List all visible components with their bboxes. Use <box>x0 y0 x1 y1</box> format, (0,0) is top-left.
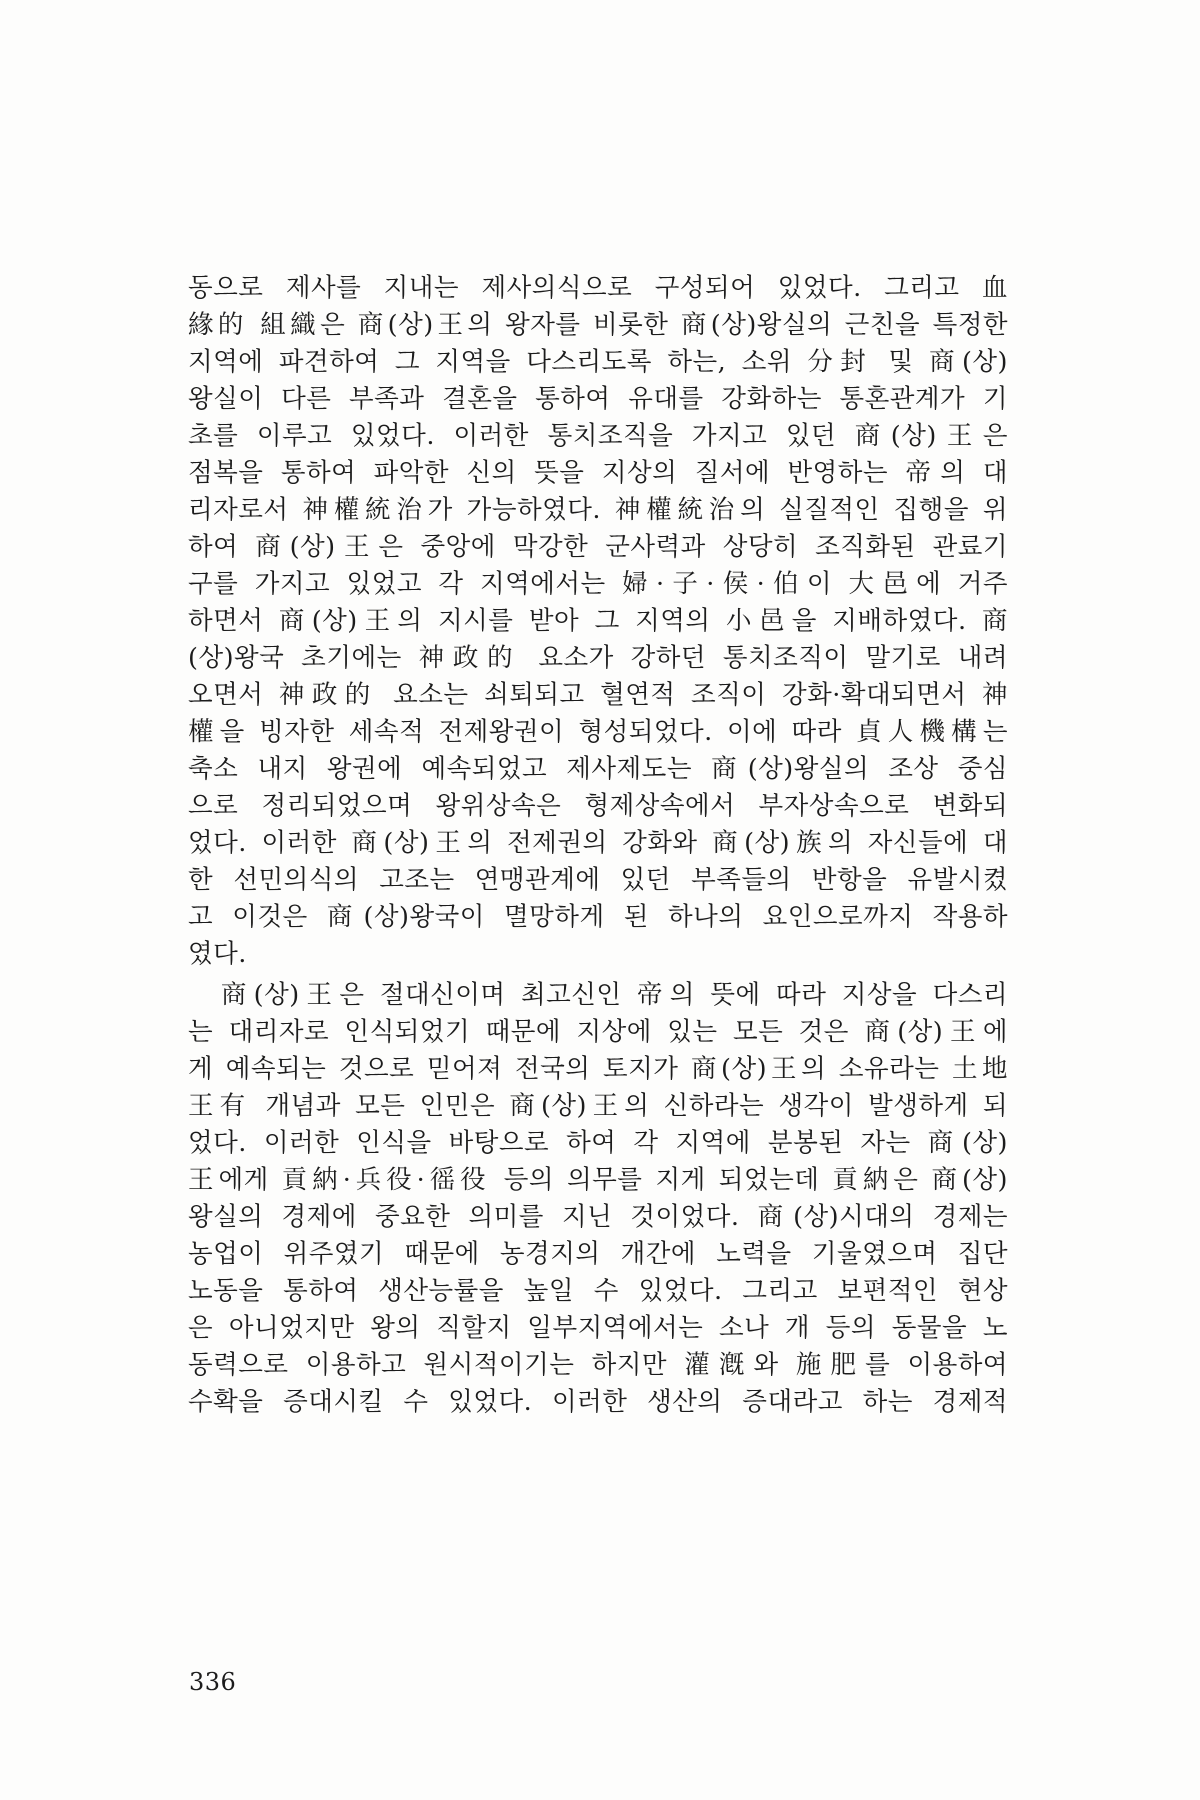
page-number: 336 <box>189 1668 237 1696</box>
text-line: 오면서 神政的 요소는 쇠퇴되고 혈연적 조직이 강화·확대되면서 神 <box>188 680 1008 710</box>
text-line: 權을 빙자한 세속적 전제왕권이 형성되었다. 이에 따라 貞人機構는 <box>188 717 1008 747</box>
text-line: 緣的 組織은 商(상)王의 왕자를 비롯한 商(상)왕실의 근친을 특정한 <box>188 310 1008 340</box>
text-line: 축소 내지 왕권에 예속되었고 제사제도는 商(상)왕실의 조상 중심 <box>188 754 1008 784</box>
text-line: 商(상)王은 절대신이며 최고신인 帝의 뜻에 따라 지상을 다스리 <box>188 980 1008 1010</box>
text-line: 으로 정리되었으며 왕위상속은 형제상속에서 부자상속으로 변화되 <box>188 791 1008 821</box>
text-line: 구를 가지고 있었고 각 지역에서는 婦·子·侯·伯이 大邑에 거주 <box>188 569 1008 599</box>
text-line: 동으로 제사를 지내는 제사의식으로 구성되어 있었다. 그리고 血 <box>188 273 1008 303</box>
text-line: 王有 개념과 모든 인민은 商(상)王의 신하라는 생각이 발생하게 되 <box>188 1091 1008 1121</box>
text-line: 었다. 이러한 인식을 바탕으로 하여 각 지역에 분봉된 자는 商(상) <box>188 1128 1008 1158</box>
text-line: 한 선민의식의 고조는 연맹관계에 있던 부족들의 반항을 유발시켰 <box>188 865 1008 895</box>
text-line: 은 아니었지만 왕의 직할지 일부지역에서는 소나 개 등의 동물을 노 <box>188 1313 1008 1343</box>
text-line: 게 예속되는 것으로 믿어져 전국의 토지가 商(상)王의 소유라는 土地 <box>188 1054 1008 1084</box>
text-line: 왕실의 경제에 중요한 의미를 지닌 것이었다. 商(상)시대의 경제는 <box>188 1202 1008 1232</box>
paragraph-1 <box>188 270 1008 973</box>
text-line: 점복을 통하여 파악한 신의 뜻을 지상의 질서에 반영하는 帝의 대 <box>188 458 1008 488</box>
text-line: 리자로서 神權統治가 가능하였다. 神權統治의 실질적인 집행을 위 <box>188 495 1008 525</box>
text-line: 초를 이루고 있었다. 이러한 통치조직을 가지고 있던 商(상)王은 <box>188 421 1008 451</box>
text-line: 지역에 파견하여 그 지역을 다스리도록 하는, 소위 分封 및 商(상) <box>188 347 1008 377</box>
text-line: 노동을 통하여 생산능률을 높일 수 있었다. 그리고 보편적인 현상 <box>188 1276 1008 1306</box>
text-line: 농업이 위주였기 때문에 농경지의 개간에 노력을 기울였으며 집단 <box>188 1239 1008 1269</box>
text-line: 동력으로 이용하고 원시적이기는 하지만 灌漑와 施肥를 이용하여 <box>188 1350 1008 1380</box>
text-line: 하여 商(상)王은 중앙에 막강한 군사력과 상당히 조직화된 관료기 <box>188 532 1008 562</box>
text-line: 는 대리자로 인식되었기 때문에 지상에 있는 모든 것은 商(상)王에 <box>188 1017 1008 1047</box>
paragraph-2 <box>188 977 1008 1421</box>
text-line: 왕실이 다른 부족과 결혼을 통하여 유대를 강화하는 통혼관계가 기 <box>188 384 1008 414</box>
text-line: (상)왕국 초기에는 神政的 요소가 강하던 통치조직이 말기로 내려 <box>188 643 1008 673</box>
text-line: 었다. 이러한 商(상)王의 전제권의 강화와 商(상)族의 자신들에 대 <box>188 828 1008 858</box>
text-line: 였다. <box>188 939 247 969</box>
text-line: 하면서 商(상)王의 지시를 받아 그 지역의 小邑을 지배하였다. 商 <box>188 606 1008 636</box>
text-line: 수확을 증대시킬 수 있었다. 이러한 생산의 증대라고 하는 경제적 <box>188 1387 1008 1417</box>
text-line: 王에게 貢納·兵役·徭役 등의 의무를 지게 되었는데 貢納은 商(상) <box>188 1165 1008 1195</box>
body-text <box>188 270 1008 1421</box>
text-line: 고 이것은 商(상)왕국이 멸망하게 된 하나의 요인으로까지 작용하 <box>188 902 1008 932</box>
